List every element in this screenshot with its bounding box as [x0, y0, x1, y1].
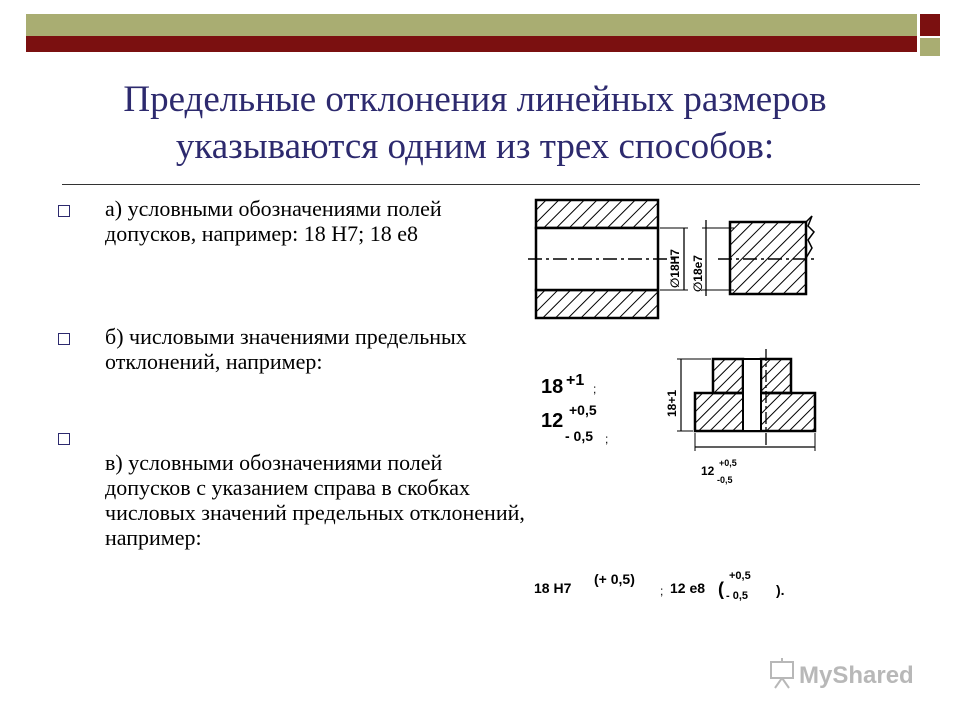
presentation-icon — [771, 658, 793, 688]
bullet-text-a: а) условными обозначениями полей допусков, например: 18 H7; 18 e8 — [105, 196, 442, 246]
combined-part1: 18 H7 — [534, 580, 572, 596]
figure-numeric-deviations — [535, 345, 835, 485]
deviation-12-sub: - 0,5 — [565, 428, 594, 444]
bullet-item-b — [58, 324, 528, 424]
bullet-text-c: в) условными обозначениями полей допусков с указанием справа в скобках числовых значений предельных отклонений, например: — [105, 450, 525, 550]
title-divider — [62, 184, 920, 185]
horizontal-dimension-sup: +0,5 — [719, 458, 737, 468]
hole-dimension-label: ∅18H7 — [668, 249, 682, 288]
shaft-dimension-label: ∅18e7 — [691, 255, 705, 292]
combined-paren1: (+ 0,5) — [594, 571, 635, 587]
watermark-logo — [767, 656, 927, 692]
corner-decor-olive — [920, 38, 940, 56]
square-bullet-icon — [58, 433, 70, 445]
square-bullet-icon — [58, 333, 70, 345]
bullet-item-a — [58, 196, 528, 324]
combined-part2: 12 e8 — [670, 580, 706, 596]
top-decor-stripe — [26, 36, 917, 52]
deviation-18-sep: ; — [593, 382, 597, 396]
corner-decor-red — [920, 14, 940, 36]
deviation-18-sup: +1 — [566, 372, 585, 389]
vertical-dimension-label: 18+1 — [665, 389, 679, 417]
deviation-12-base: 12 — [541, 410, 564, 432]
deviation-12-sup: +0,5 — [569, 402, 597, 418]
bullet-text-b: б) числовыми значениями предельных отклонений, например: — [105, 324, 467, 374]
combined-sub: - 0,5 — [726, 590, 749, 602]
bullet-item-empty — [58, 424, 528, 450]
slide-title: Предельные отклонения линейных размеров указываются одним из трех способов: — [123, 79, 827, 167]
horizontal-dimension-base: 12 — [701, 464, 715, 478]
square-bullet-icon — [58, 205, 70, 217]
bullet-item-c — [58, 450, 528, 550]
combined-sup: +0,5 — [729, 570, 751, 582]
combined-sep: ; — [660, 584, 664, 598]
horizontal-dimension-sub: -0,5 — [717, 475, 733, 485]
deviation-12-sep: ; — [605, 432, 609, 446]
deviation-18-base: 18 — [541, 376, 564, 398]
top-decor-bar — [26, 14, 917, 36]
combined-open-paren: ( — [718, 579, 724, 599]
combined-end: ). — [776, 582, 785, 598]
bullet-list — [58, 196, 528, 550]
figure-hole-shaft — [528, 192, 818, 327]
watermark-text: MyShared — [799, 662, 914, 689]
figure-combined-notation — [530, 566, 810, 606]
